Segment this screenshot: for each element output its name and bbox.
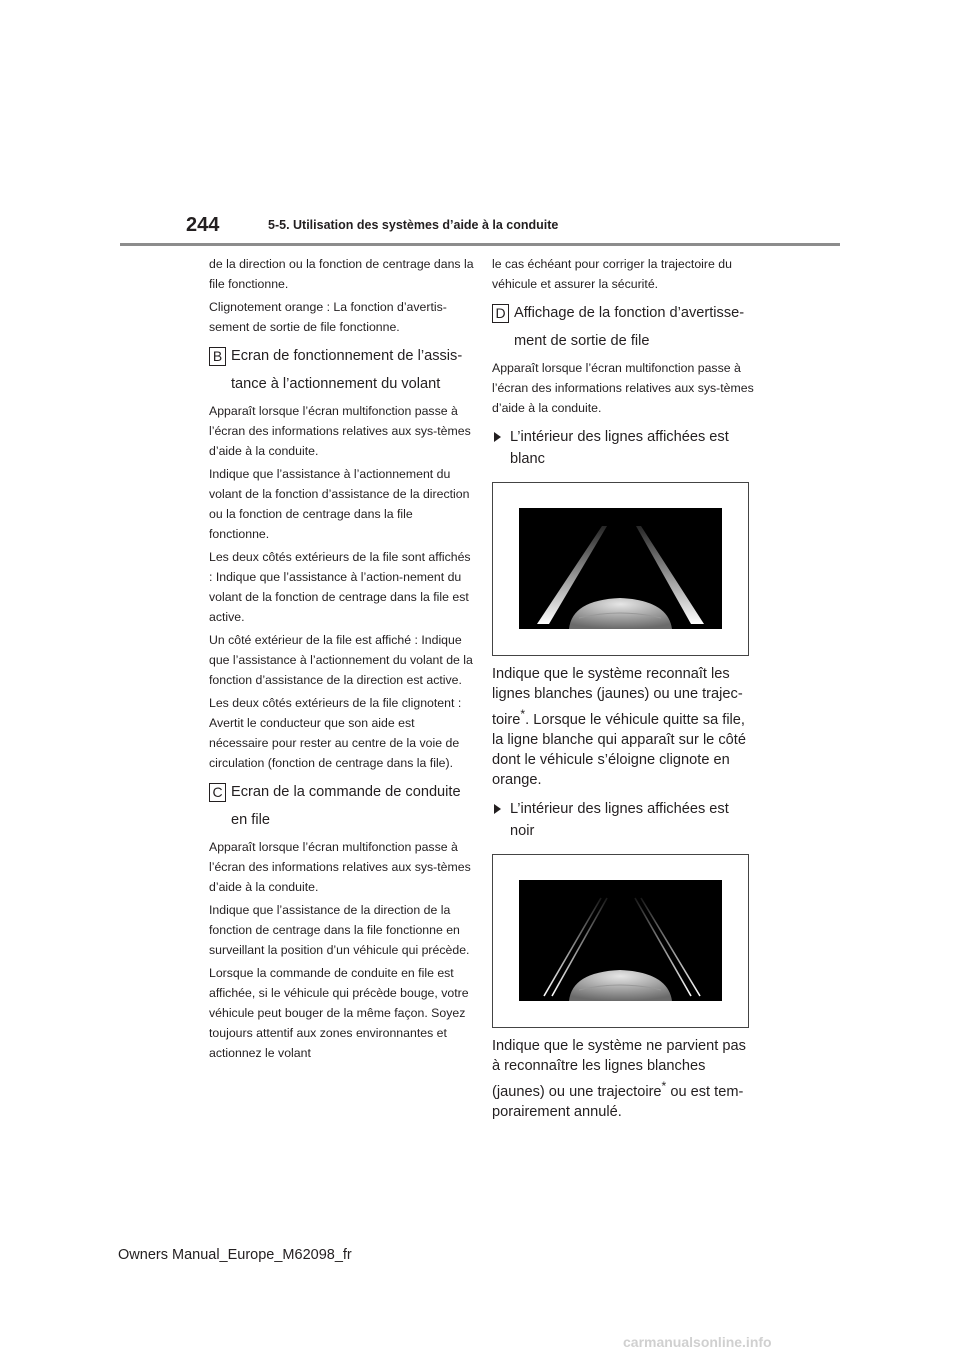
section-d-paragraph: Apparaît lorsque l’écran multifonction passe à l’écran des informations relatives aux sys-tèmes d’aide à la conduite. (492, 361, 754, 415)
bullet-black-lines (492, 798, 757, 842)
intro-paragraph-1: de la direction ou la fonction de centrage dans la file fonctionne. (209, 257, 474, 291)
continuation-paragraph: le cas échéant pour corriger la trajectoire du véhicule et assurer la sécurité. (492, 257, 732, 291)
header-rule (120, 243, 840, 246)
black-lines-description-text: Indique que le système ne parvient pas à reconnaître les lignes blanches (jaunes) ou une trajectoire (492, 1037, 746, 1100)
section-d-heading (492, 299, 757, 355)
figure-black-lines (492, 854, 749, 1028)
footer-manual-name: Owners Manual_Europe_M62098_fr (118, 1247, 352, 1263)
black-lines-description (492, 1036, 757, 1122)
section-d-badge: D (492, 304, 509, 323)
page-number: 244 (186, 214, 220, 236)
section-c-paragraph-3: Lorsque la commande de conduite en file est affichée, si le véhicule qui précède bouge, votre véhicule peut bouger de la même façon. Soyez toujours attentif aux zones environnantes et actionnez le volant (209, 966, 469, 1060)
white-lines-description-text: Indique que le système reconnaît les lignes blanches (jaunes) ou une trajec-toire (492, 666, 743, 728)
triangle-bullet-icon (494, 804, 501, 814)
display-screen-black-lines (519, 880, 722, 1001)
bullet-white-lines (492, 426, 757, 470)
lane-display-white-icon (519, 508, 722, 629)
right-column (492, 254, 757, 1126)
figure-white-lines (492, 482, 749, 656)
section-c-title: Ecran de la commande de conduite en file (231, 784, 461, 828)
watermark: carmanualsonline.info (623, 1334, 772, 1350)
left-column (209, 254, 474, 1066)
section-c-paragraph-1: Apparaît lorsque l’écran multifonction passe à l’écran des informations relatives aux sys-tèmes d’aide à la conduite. (209, 840, 471, 894)
bullet-black-text: L’intérieur des lignes affichées est noir (510, 800, 729, 839)
white-lines-description (492, 664, 757, 790)
section-c-paragraph-2: Indique que l’assistance de la direction de la fonction de centrage dans la file fonctionne en surveillant la position d’un véhicule qui précède. (209, 903, 470, 957)
section-b-badge: B (209, 347, 226, 366)
triangle-bullet-icon (494, 432, 501, 442)
section-b-paragraph-1: Apparaît lorsque l’écran multifonction passe à l’écran des informations relatives aux sys-tèmes d’aide à la conduite. (209, 404, 471, 458)
white-lines-asterisk: * (520, 707, 526, 721)
section-b-paragraph-3: Les deux côtés extérieurs de la file sont affichés : Indique que l’assistance à l’action-nement du volant de la fonction de centrage dans la file est active. (209, 550, 471, 624)
lane-display-black-icon (519, 880, 722, 1001)
section-b-title: Ecran de fonctionnement de l’assis-tance à l’actionnement du volant (231, 348, 463, 392)
section-c-heading (209, 778, 474, 834)
black-lines-asterisk: * (661, 1078, 667, 1093)
section-d-title: Affichage de la fonction d’avertisse-ment de sortie de file (514, 305, 745, 349)
section-b-paragraph-2: Indique que l’assistance à l’actionnement du volant de la fonction d’assistance de la direction ou la fonction de centrage dans la file fonctionne. (209, 467, 470, 541)
section-b-paragraph-4: Un côté extérieur de la file est affiché : Indique que l’assistance à l’actionnement du volant de la fonction d’assistance de la direction est active. (209, 633, 473, 687)
section-title: 5-5. Utilisation des systèmes d’aide à la conduite (268, 218, 559, 232)
black-lines-description-text-2: ou est tem-porairement annulé. (492, 1083, 744, 1120)
section-b-heading (209, 342, 474, 398)
section-b-paragraph-5: Les deux côtés extérieurs de la file clignotent : Avertit le conducteur que son aide est nécessaire pour rester au centre de la voie de circulation (fonction de centrage dans la file). (209, 696, 462, 770)
section-c-badge: C (209, 783, 226, 802)
bullet-white-text: L’intérieur des lignes affichées est blanc (510, 429, 729, 467)
white-lines-description-text-2: . Lorsque le véhicule quitte sa file, la ligne blanche qui apparaît sur le côté dont le véhicule s’éloigne clignote en orange. (492, 711, 746, 788)
display-screen-white-lines (519, 508, 722, 629)
intro-paragraph-2: Clignotement orange : La fonction d’avertis-sement de sortie de file fonctionne. (209, 300, 447, 334)
